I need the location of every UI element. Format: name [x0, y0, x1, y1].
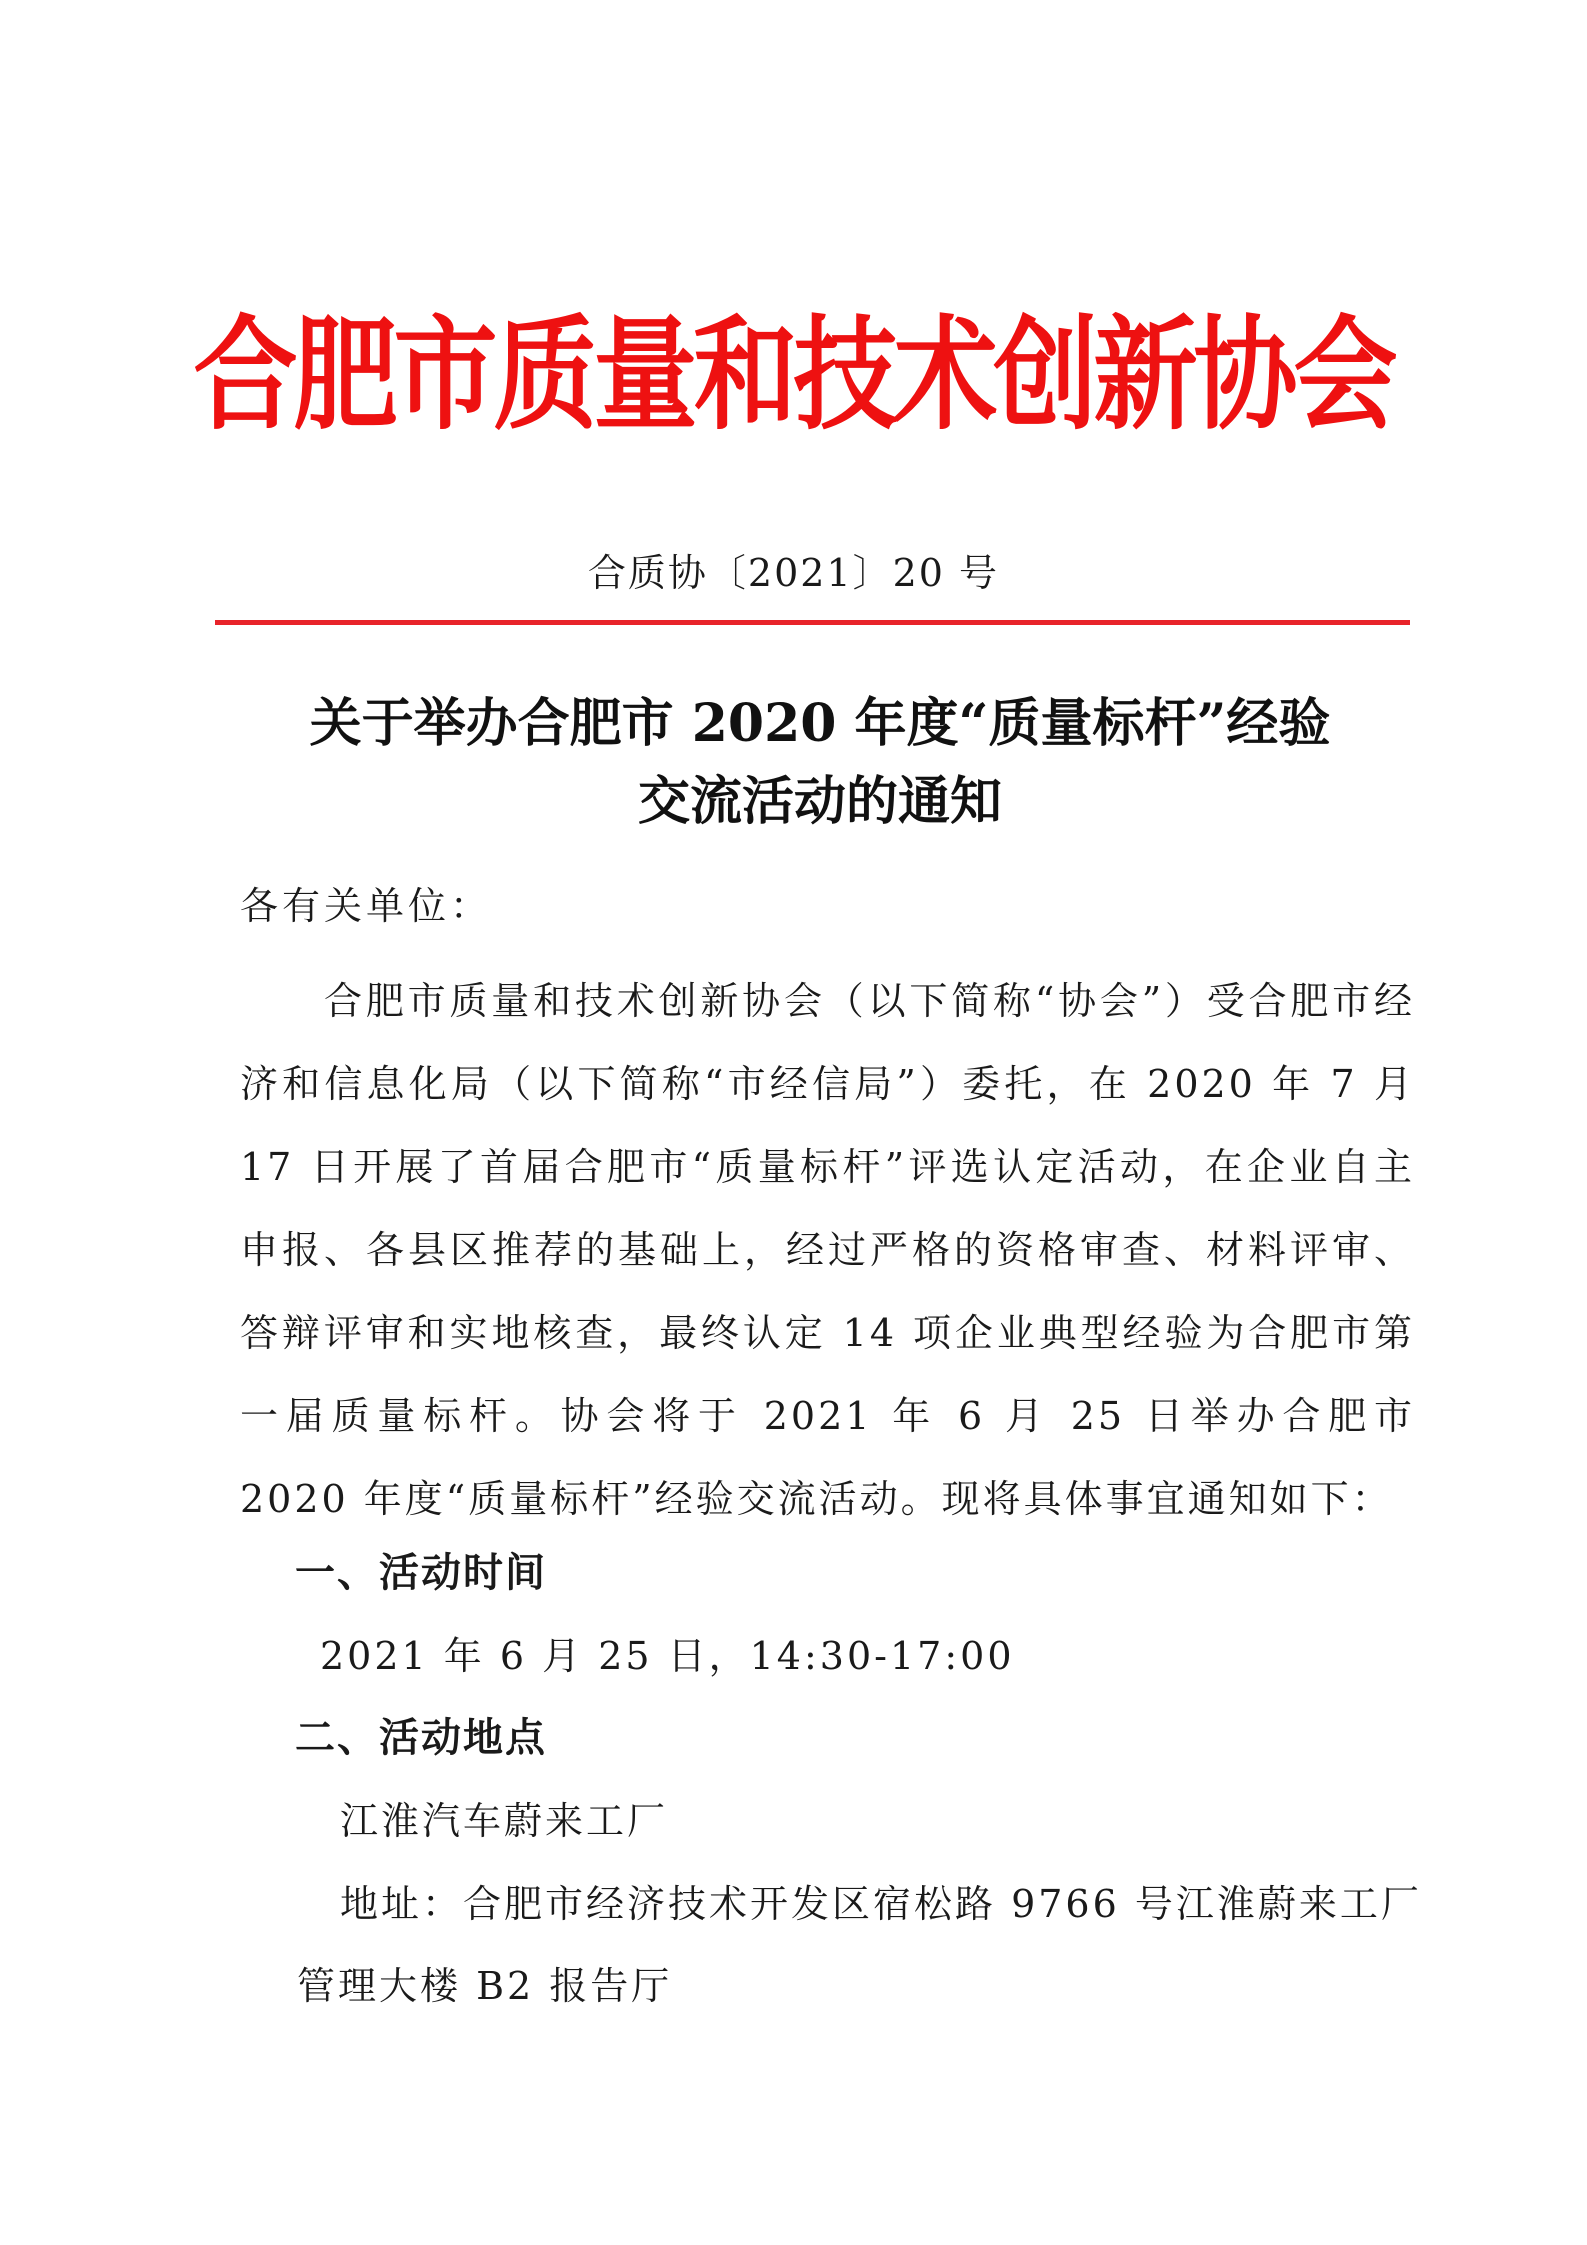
venue-address-line-2: 管理大楼 B2 报告厅 [297, 1964, 673, 2008]
venue-name: 江淮汽车蔚来工厂 [340, 1799, 669, 1843]
document-title [230, 685, 1410, 841]
body-paragraph: 合肥市质量和技术创新协会（以下简称“协会”）受合肥市经济和信息化局（以下简称“市经信局”）委托，在 2020 年 7 月 17 日开展了首届合肥市“质量标杆”评选认定活动，在企业自主申报、各县区推荐的基础上，经过严格的资格审查、材料评审、答辩评审和实地核查，最终认定 14 项企业典型经验为合肥市第一届质量标杆。协会将于 2021 年 6 月 25 日举办合肥市 2020 年度“质量标杆”经验交流活动。现将具体事宜通知如下： [240, 979, 1415, 1521]
title-line-2: 交流活动的通知 [637, 771, 1002, 832]
venue-address-line-1: 地址：合肥市经济技术开发区宿松路 9766 号江淮蔚来工厂 [340, 1882, 1422, 1926]
section-heading-venue: 二、活动地点 [295, 1715, 547, 1761]
red-divider-rule [215, 620, 1410, 625]
salutation: 各有关单位： [240, 884, 493, 928]
title-line-1: 关于举办合肥市 2020 年度“质量标杆”经验 [309, 693, 1331, 754]
document-number: 合质协〔2021〕20 号 [587, 551, 1000, 595]
section-heading-time: 一、活动时间 [295, 1550, 547, 1596]
event-time: 2021 年 6 月 25 日，14:30-17:00 [320, 1634, 1015, 1678]
organization-header: 合肥市质量和技术创新协会 [193, 303, 1394, 447]
